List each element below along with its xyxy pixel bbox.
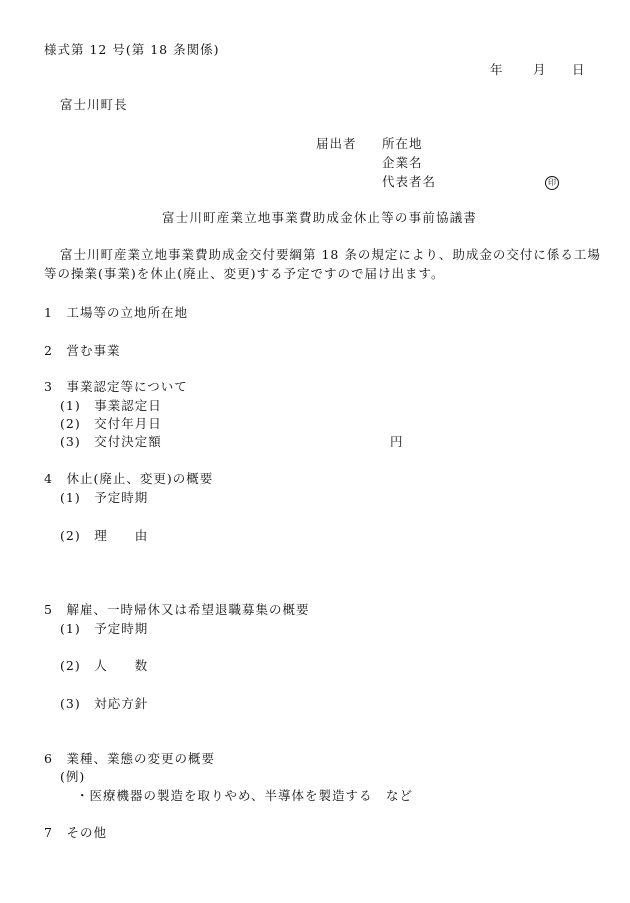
recipient: 富士川町長	[60, 97, 128, 112]
item-5-sub-1: (1) 予定時期	[60, 621, 149, 636]
seal-icon: 印	[545, 176, 559, 190]
item-3-sub-2: (2) 交付年月日	[60, 416, 162, 431]
item-4-heading: 4 休止(廃止、変更)の概要	[44, 471, 214, 486]
item-3-heading: 3 事業認定等について	[44, 379, 188, 394]
date-day-label: 日	[572, 62, 586, 77]
item-3-sub-1: (1) 事業認定日	[60, 398, 162, 413]
item-6-example-label: (例)	[60, 769, 86, 784]
item-3-sub-3: (3) 交付決定額	[60, 434, 162, 449]
seal-mark	[545, 175, 559, 190]
item-2-heading: 2 営む事業	[44, 343, 121, 358]
item-1-heading: 1 工場等の立地所在地	[44, 305, 188, 320]
item-5-sub-2: (2) 人 数	[60, 658, 149, 673]
document-title: 富士川町産業立地事業費助成金休止等の事前協議書	[162, 210, 478, 225]
applicant-label: 届出者	[316, 136, 357, 151]
yen-unit: 円	[390, 434, 404, 449]
item-5-heading: 5 解雇、一時帰休又は希望退職募集の概要	[44, 602, 310, 617]
item-6-example: ・医療機器の製造を取りやめ、半導体を製造する など	[76, 788, 414, 803]
body-line-1: 富士川町産業立地事業費助成金交付要綱第 18 条の規定により、助成金の交付に係る工場	[60, 247, 601, 262]
item-6-heading: 6 業種、業態の変更の概要	[44, 751, 215, 766]
applicant-representative-label: 代表者名	[382, 174, 437, 189]
item-5-sub-3: (3) 対応方針	[60, 696, 149, 711]
date-year-label: 年	[490, 62, 504, 77]
body-line-2: 等の操業(事業)を休止(廃止、変更)する予定ですので届け出ます。	[44, 266, 445, 281]
applicant-company-label: 企業名	[382, 155, 423, 170]
form-number: 様式第 12 号(第 18 条関係)	[44, 42, 220, 57]
item-4-sub-1: (1) 予定時期	[60, 490, 149, 505]
applicant-address-label: 所在地	[382, 136, 423, 151]
item-4-sub-2: (2) 理 由	[60, 528, 149, 543]
date-month-label: 月	[533, 62, 547, 77]
item-7-heading: 7 その他	[44, 825, 107, 840]
